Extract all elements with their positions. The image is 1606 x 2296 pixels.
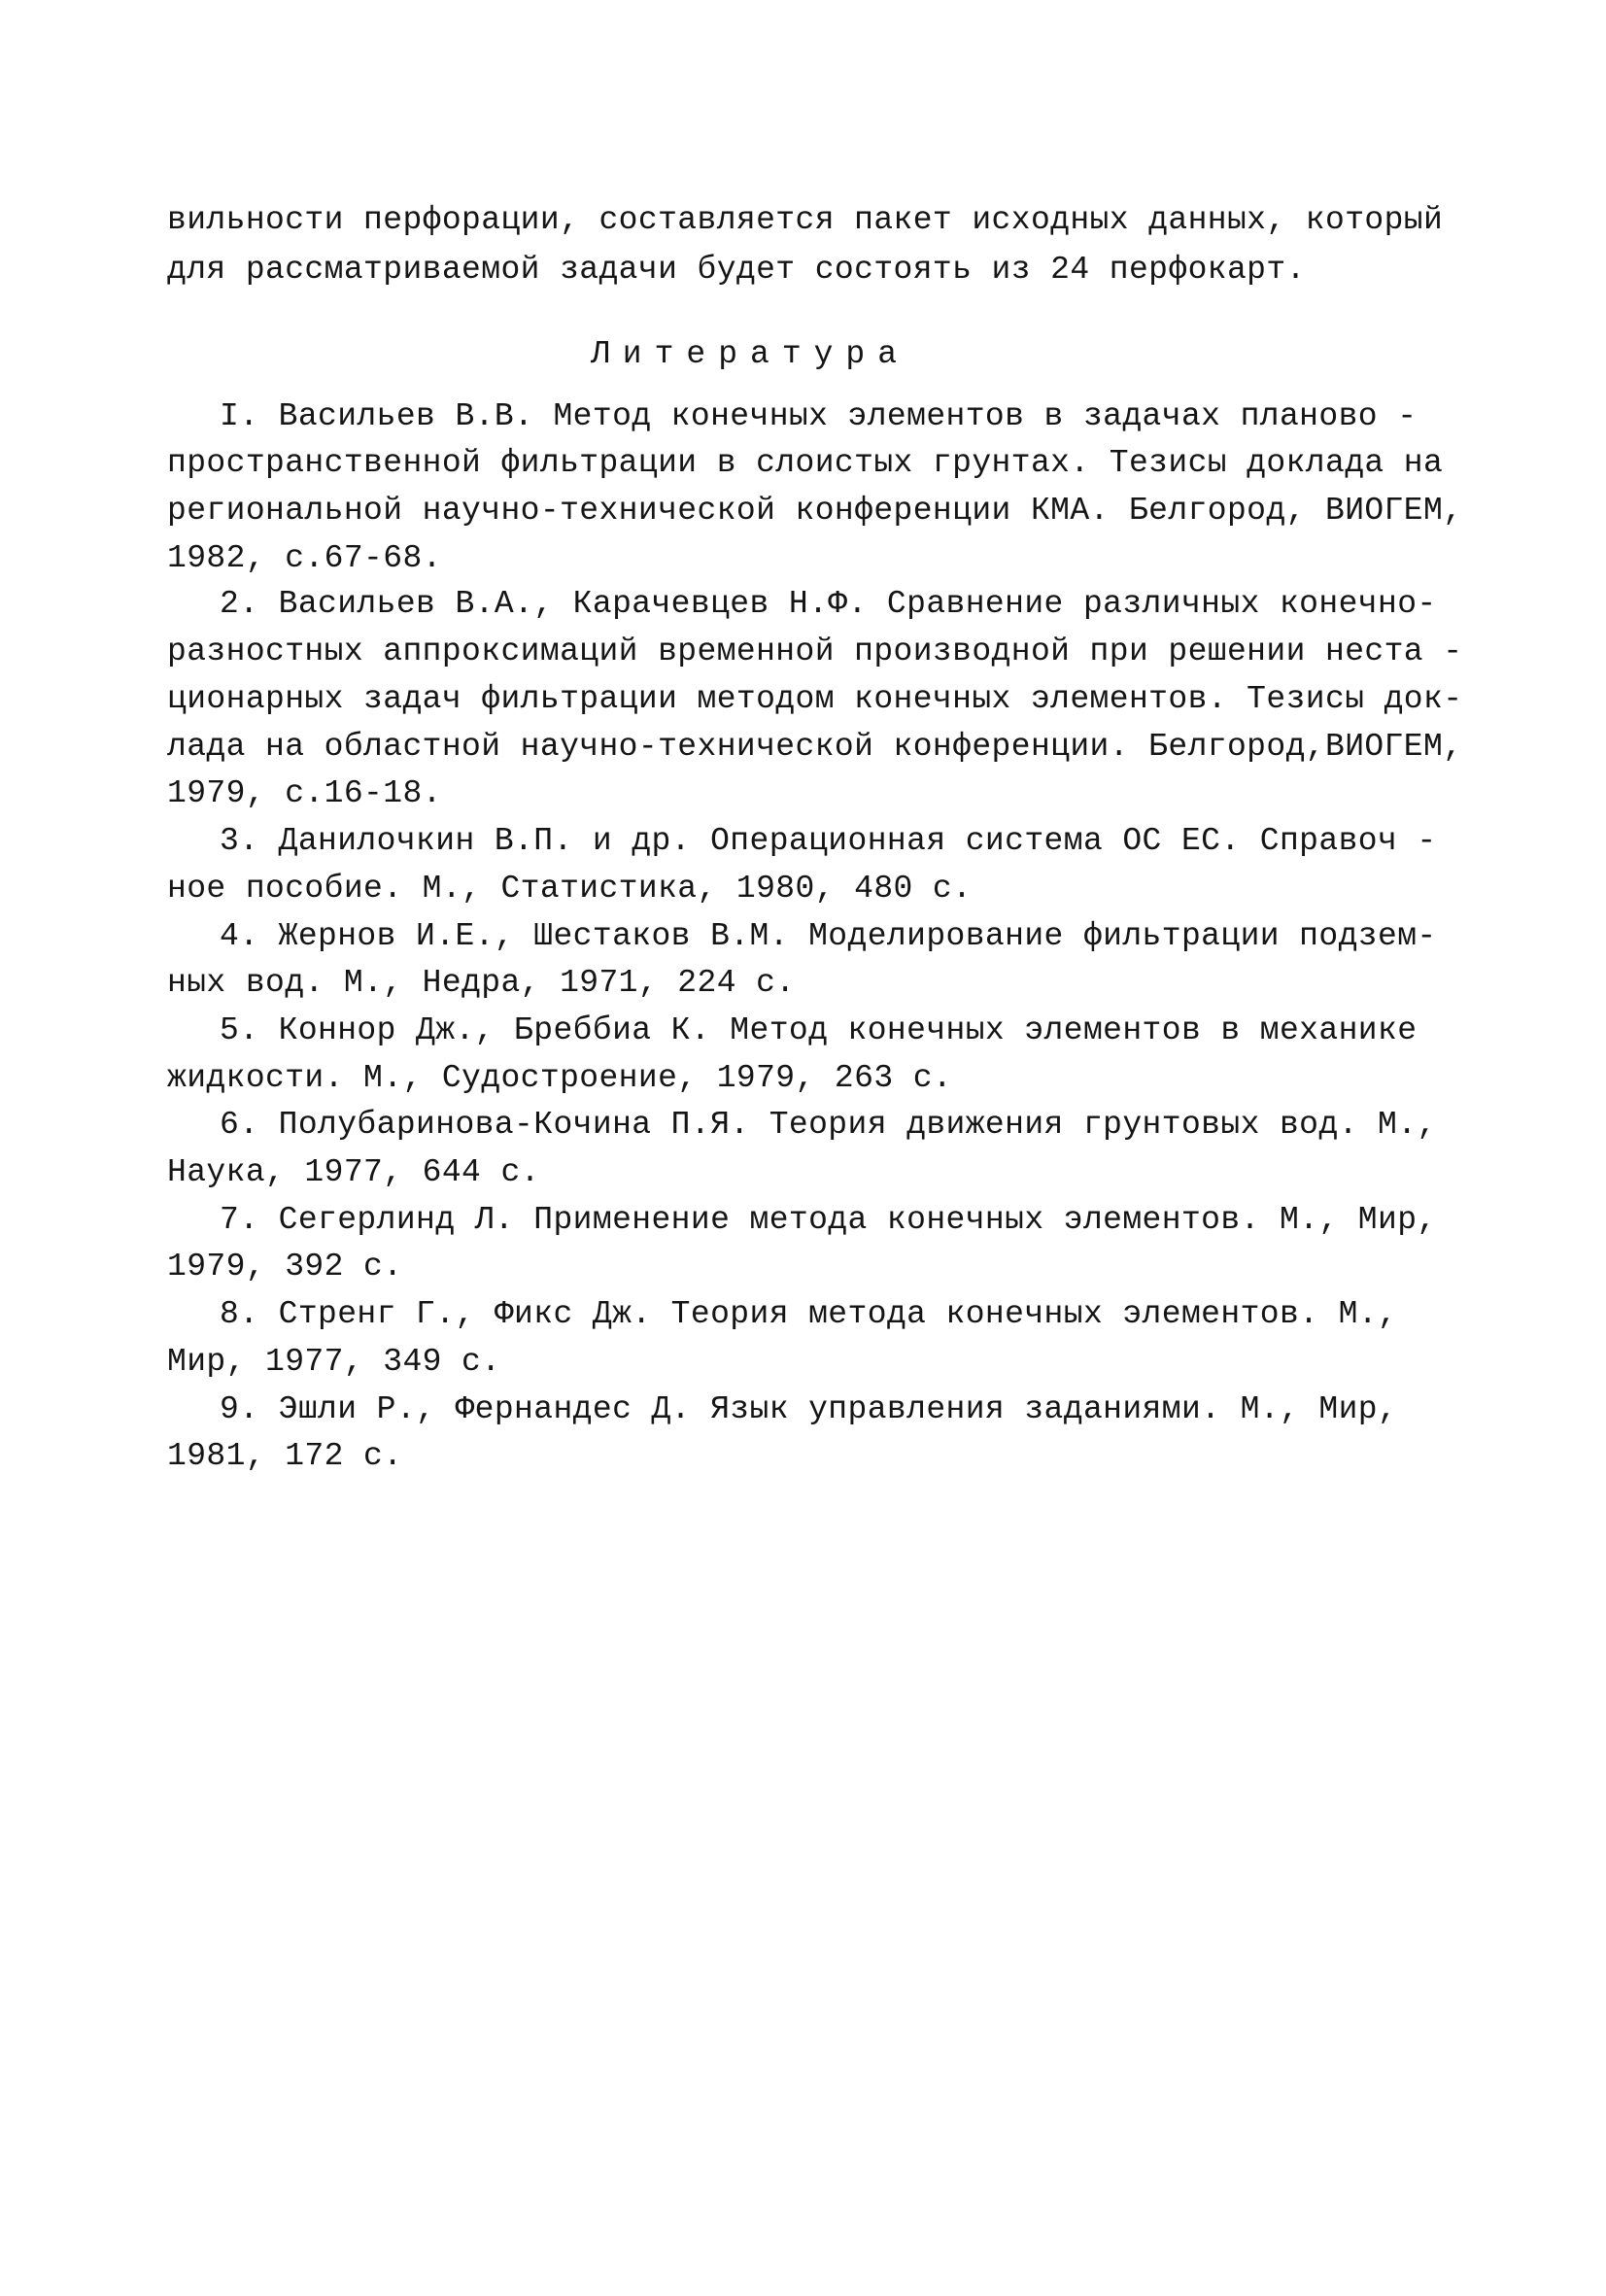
intro-line: вильности перфорации, составляется пакет исходных данных, который xyxy=(167,202,1444,238)
reference-line: ное пособие. М., Статистика, 1980, 480 с. xyxy=(167,871,973,907)
reference-line: жидкости. М., Судостроение, 1979, 263 с. xyxy=(167,1060,953,1096)
reference-line: 1982, с.67-68. xyxy=(167,540,442,576)
reference-line: 2. Васильев В.А., Карачевцев Н.Ф. Сравнение различных конечно- xyxy=(220,586,1437,622)
reference-line: Наука, 1977, 644 с. xyxy=(167,1154,540,1190)
reference-line: разностных аппроксимаций временной производной при решении неста - xyxy=(167,634,1463,669)
reference-line: 5. Коннор Дж., Бреббиа К. Метод конечных элементов в механике xyxy=(220,1012,1418,1048)
reference-line: 9. Эшли Р., Фернандес Д. Язык управления заданиями. М., Мир, xyxy=(220,1391,1398,1427)
section-heading: Литература xyxy=(591,336,910,372)
reference-line: 1979, с.16-18. xyxy=(167,775,442,811)
reference-line: 1981, 172 с. xyxy=(167,1438,403,1474)
reference-line: ных вод. М., Недра, 1971, 224 с. xyxy=(167,965,796,1001)
reference-line: 1979, 392 с. xyxy=(167,1249,403,1285)
reference-line: лада на областной научно-технической конференции. Белгород,ВИОГЕМ, xyxy=(167,729,1463,765)
reference-line: 4. Жернов И.Е., Шестаков В.М. Моделирование фильтрации подзем- xyxy=(220,918,1437,954)
reference-line: пространственной фильтрации в слоистых грунтах. Тезисы доклада на xyxy=(167,445,1444,481)
reference-line: региональной научно-технической конференции КМА. Белгород, ВИОГЕМ, xyxy=(167,493,1463,529)
reference-line: ционарных задач фильтрации методом конечных элементов. Тезисы док- xyxy=(167,681,1463,717)
reference-line: 6. Полубаринова-Кочина П.Я. Теория движения грунтовых вод. М., xyxy=(220,1107,1437,1143)
reference-line: 3. Данилочкин В.П. и др. Операционная система ОС ЕС. Справоч - xyxy=(220,823,1437,859)
intro-line: для рассматриваемой задачи будет состоять из 24 перфокарт. xyxy=(167,252,1306,288)
reference-line: 8. Стренг Г., Фикс Дж. Теория метода конечных элементов. М., xyxy=(220,1296,1398,1332)
reference-line: Мир, 1977, 349 с. xyxy=(167,1344,501,1380)
reference-line: 7. Сегерлинд Л. Применение метода конечных элементов. М., Мир, xyxy=(220,1202,1437,1238)
reference-line: I. Васильев В.В. Метод конечных элементов в задачах планово - xyxy=(220,398,1418,434)
